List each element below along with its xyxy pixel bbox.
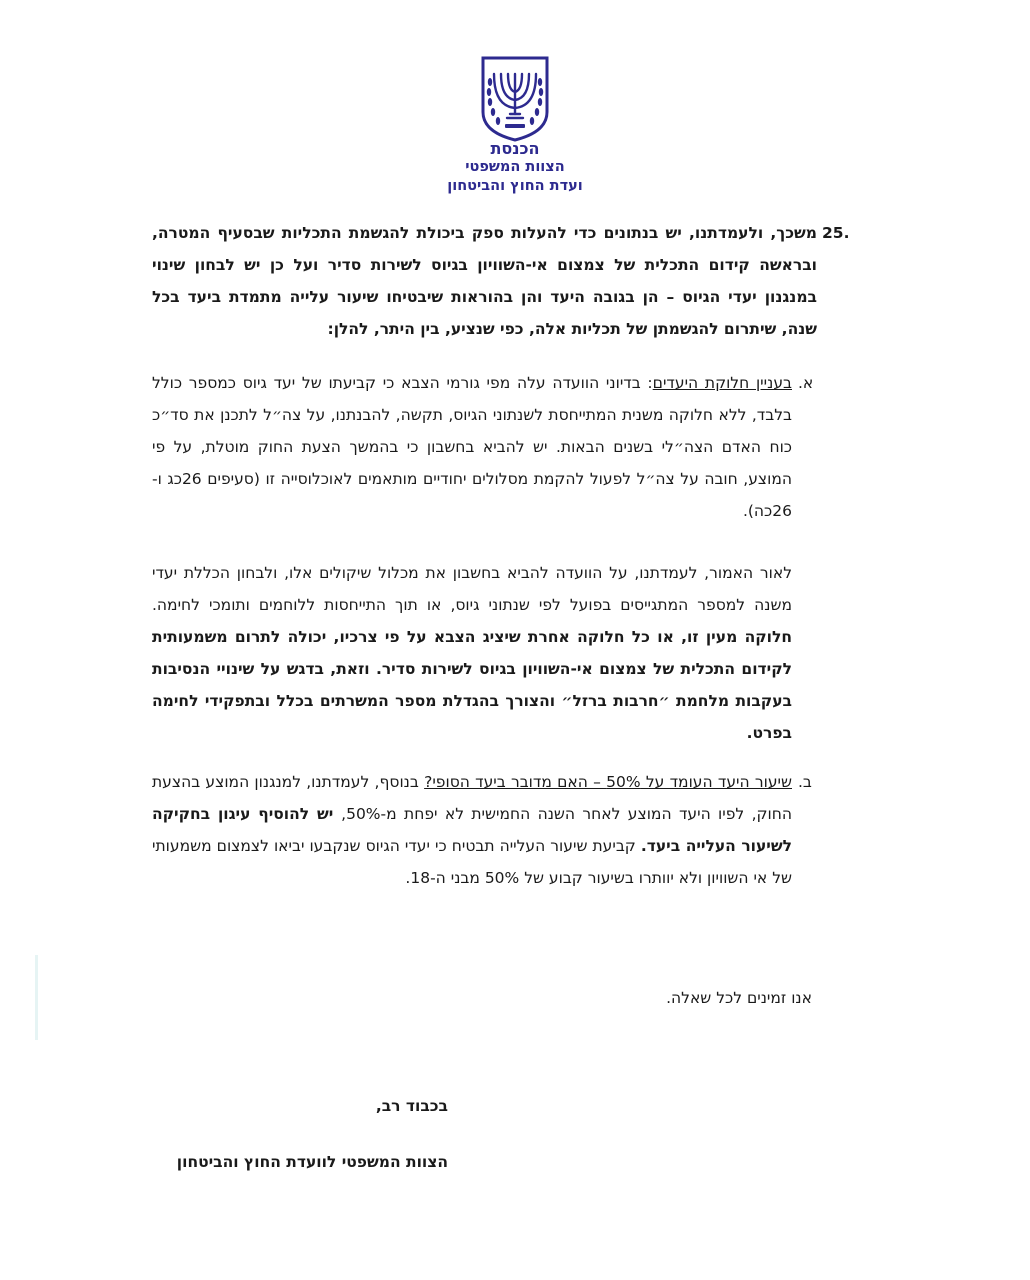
closing-regards: בכבוד רב, — [375, 1097, 448, 1115]
paragraph-25 — [152, 217, 817, 345]
section-b — [152, 766, 792, 894]
scan-edge-mark — [35, 955, 38, 1040]
section-a-followup-bold: חלוקה מעין זו, או כל חלוקה אחרת שיציג הצבא על פי צרכיו, יכולה לתרום משמעותית לקידום התכלית של צמצום אי-השוויון בגיוס לשירות סדיר. וזאת, בדגש על שינויי הנסיבות בעקבות מלחמת ״חרבות ברזל״ והצורך בהגדלת מספר המשרתים בכלל ובתפקידי לחימה בפרט. — [152, 628, 792, 742]
paragraph-number: 25. — [822, 224, 850, 242]
section-a-text: : בדיוני הוועדה עלה מפי גורמי הצבא כי קביעתו של יעד גיוס כמספר כולל בלבד, ללא חלוקה משנית המתייחסת לשנתוני הגיוס, תקשה, להבנתנו, על צה״ל לתכנן את סד״כ כוח האדם הצה״לי בשנים הבאות. יש להביא בחשבון כי בהמשך הצעת החוק מוטלת, על פי המוצע, חובה על צה״ל לפעול להקמת מסלולים יחודיים מותאמים לאוכלוסייה זו (סעיפים 26כג ו- 26כה). — [152, 374, 792, 520]
section-b-text1: בנוסף, לעמדתנו, למנגנון המוצע בהצעת החוק, לפיו היעד המוצע לאחר השנה החמישית לא יפחת מ-50%, — [152, 773, 792, 823]
section-a-followup-text: לאור האמור, לעמדתנו, על הוועדה להביא בחשבון את מכלול שיקולים אלו, ולבחון הכללת יעדי משנה למספר המתגייסים בפועל לפי שנתוני גיוס, או תוך התייחסות ללוחמים ותומכי לחימה. — [152, 564, 792, 614]
committee-name: ועדת החוץ והביטחון — [447, 178, 583, 194]
paragraph-25-text: משכך, ולעמדתנו, יש בנתונים כדי להעלות ספק ביכולת להגשמת התכליות שבסעיף המטרה, ובראשה קידום התכלית של צמצום אי-השוויון בגיוס לשירות סדיר ועל כן יש לבחון שינוי במנגנון יעדי הגיוס – הן בגובה היעד והן בהוראות שיבטיחו שיעור עלייה מתמדת ביעד בכל שנה, שיתרום להגשמתן של תכליות אלה, כפי שנציע, בין היתר, להלן: — [152, 224, 817, 338]
section-b-text2: קביעת שיעור העלייה תבטיח כי יעדי הגיוס שנקבעו יביאו לצמצום משמעותי של אי השוויון ולא יוותרו בשיעור קבוע של 50% מבני ה-18. — [152, 837, 792, 887]
section-b-bold: יש להוסיף עיגון בחקיקה לשיעור העלייה ביעד. — [152, 805, 793, 855]
section-a-followup — [152, 557, 792, 749]
section-a-title: בעניין חלוקת היעדים — [652, 374, 792, 392]
section-a-marker: א. — [798, 374, 814, 392]
letterhead — [300, 139, 730, 196]
closing-questions: אנו זמינים לכל שאלה. — [666, 989, 812, 1007]
closing-signature: הצוות המשפטי לוועדת החוץ והביטחון — [176, 1153, 448, 1171]
section-b-marker: ב. — [798, 773, 812, 791]
section-a — [152, 367, 792, 527]
dept-name: הצוות המשפטי — [465, 159, 565, 175]
org-name: הכנסת — [490, 139, 540, 158]
section-b-title: שיעור היעד העומד על 50% – האם מדובר ביעד הסופי? — [424, 773, 792, 791]
menorah-emblem-icon — [479, 54, 551, 142]
